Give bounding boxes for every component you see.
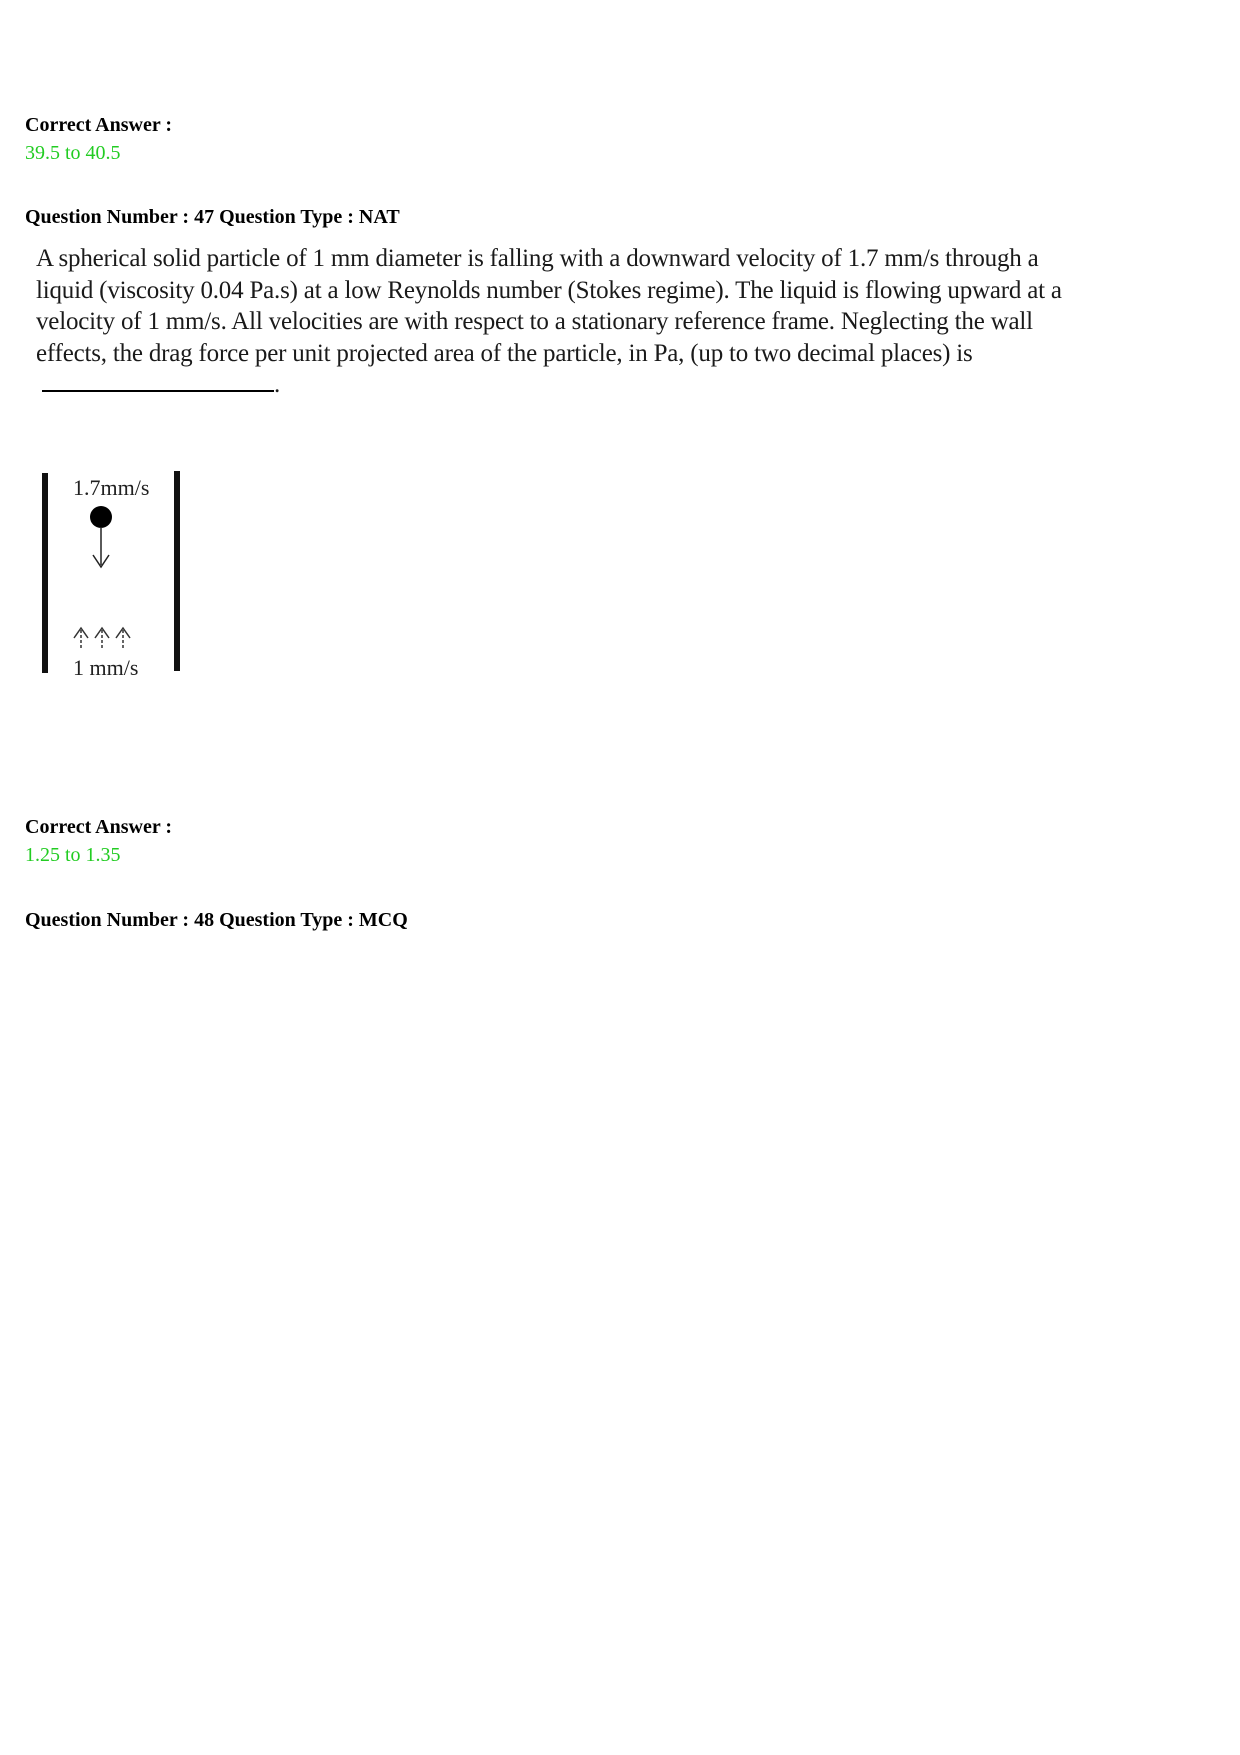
left-wall [42, 473, 48, 673]
question-48-header: Question Number : 48 Question Type : MCQ [25, 909, 408, 931]
question-47-figure [36, 465, 186, 685]
question-47-header: Question Number : 47 Question Type : NAT [25, 206, 400, 228]
up-arrow-icon [74, 628, 88, 650]
question-47-text [36, 243, 1076, 401]
correct-answer-value-47: 1.25 to 1.35 [25, 844, 121, 866]
correct-answer-label-47: Correct Answer : [25, 816, 172, 838]
down-arrow-icon [93, 527, 109, 567]
figure-svg [36, 465, 186, 685]
question-47-body: A spherical solid particle of 1 mm diameter is falling with a downward velocity of 1.7 mm/s through a liquid (viscosity 0.04 Pa.s) at a low Reynolds number (Stokes regime). The liquid is flowing upward at a velocity of 1 mm/s. All velocities are with respect to a stationary reference frame. Neglecting the wall effects, the drag force per unit projected area of the particle, in Pa, (up to two decimal places) is [36, 245, 1062, 367]
answer-blank [42, 370, 274, 392]
question-47-end: . [274, 371, 281, 398]
right-wall [174, 471, 180, 671]
up-arrow-icon [95, 628, 109, 650]
liquid-velocity-label: 1 mm/s [73, 655, 139, 680]
correct-answer-value-46: 39.5 to 40.5 [25, 142, 121, 164]
correct-answer-label-46: Correct Answer : [25, 114, 172, 136]
particle-icon [90, 506, 112, 528]
particle-velocity-label: 1.7mm/s [73, 475, 150, 500]
up-arrow-icon [116, 628, 130, 650]
